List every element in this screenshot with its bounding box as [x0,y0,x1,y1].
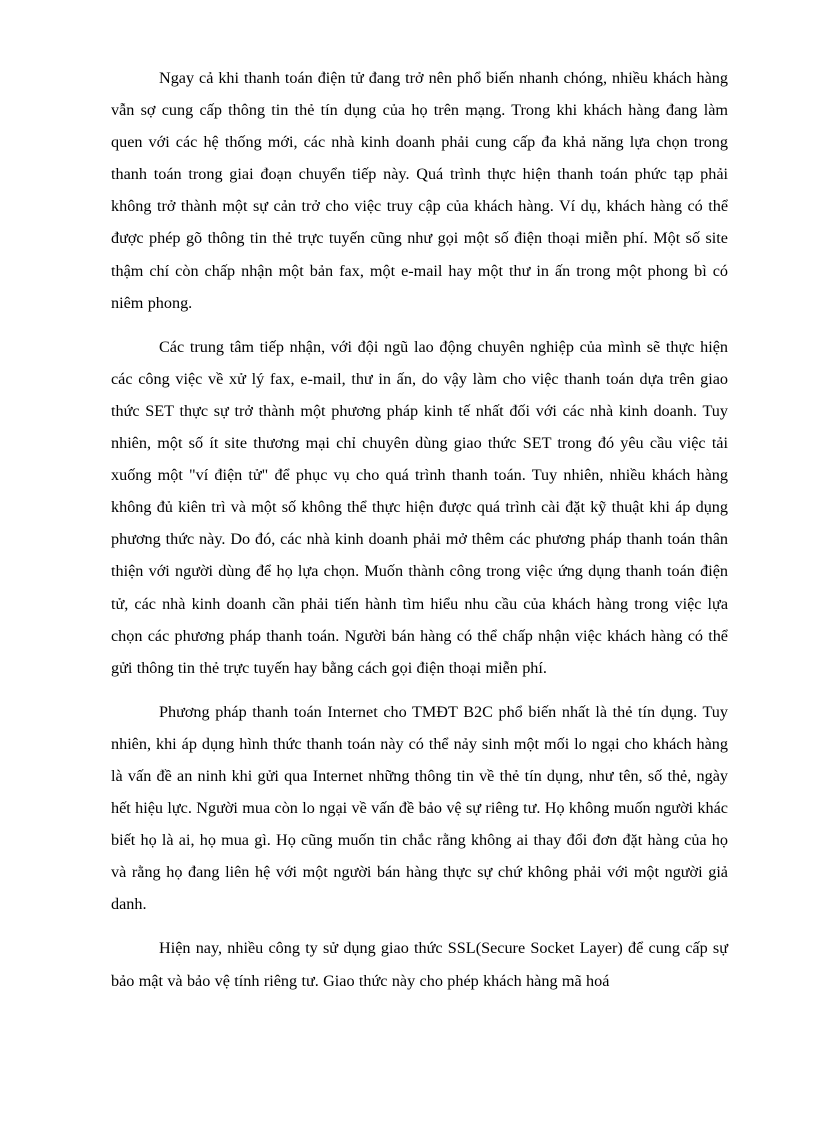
paragraph-set-protocol-processing: Các trung tâm tiếp nhận, với đội ngũ lao động chuyên nghiệp của mình sẽ thực hiện các công việc về xử lý fax, e-mail, thư in ấn, do vậy làm cho việc thanh toán dựa trên giao thức SET thực sự trở thành một phương pháp kinh tế nhất đối với các nhà kinh doanh. Tuy nhiên, một số ít site thương mại chỉ chuyên dùng giao thức SET trong đó yêu cầu việc tải xuống một "ví điện tử" để phục vụ cho quá trình thanh toán. Tuy nhiên, nhiều khách hàng không đủ kiên trì và một số không thể thực hiện được quá trình cài đặt kỹ thuật khi áp dụng phương thức này. Do đó, các nhà kinh doanh phải mở thêm các phương pháp thanh toán thân thiện với người dùng để họ lựa chọn. Muốn thành công trong việc ứng dụng thanh toán điện tử, các nhà kinh doanh cần phải tiến hành tìm hiểu nhu cầu của khách hàng trong việc lựa chọn các phương pháp thanh toán. Người bán hàng có thể chấp nhận việc khách hàng có thể gửi thông tin thẻ trực tuyến hay bằng cách gọi điện thoại miễn phí. [111,337,728,677]
paragraph-credit-card-security: Phương pháp thanh toán Internet cho TMĐT B2C phổ biến nhất là thẻ tín dụng. Tuy nhiên, khi áp dụng hình thức thanh toán này có thể nảy sinh một mối lo ngại cho khách hàng là vấn đề an ninh khi gửi qua Internet những thông tin về thẻ tín dụng, như tên, số thẻ, ngày hết hiệu lực. Người mua còn lo ngại về vấn đề bảo vệ sự riêng tư. Họ không muốn người khác biết họ là ai, họ mua gì. Họ cũng muốn tin chắc rằng không ai thay đổi đơn đặt hàng của họ và rằng họ đang liên hệ với một người bán hàng thực sự chứ không phải với một người giả danh. [111,702,728,914]
paragraph-ssl-protocol: Hiện nay, nhiều công ty sử dụng giao thức SSL(Secure Socket Layer) để cung cấp sự bảo mật và bảo vệ tính riêng tư. Giao thức này cho phép khách hàng mã hoá [111,939,728,990]
document-body [111,62,728,1009]
paragraph-electronic-payment-concerns: Ngay cả khi thanh toán điện tử đang trở nên phổ biến nhanh chóng, nhiều khách hàng vẫn sợ cung cấp thông tin thẻ tín dụng của họ trên mạng. Trong khi khách hàng đang làm quen với các hệ thống mới, các nhà kinh doanh phải cung cấp đa khả năng lựa chọn trong thanh toán trong giai đoạn chuyển tiếp này. Quá trình thực hiện thanh toán phức tạp phải không trở thành một sự cản trở cho việc truy cập của khách hàng. Ví dụ, khách hàng có thể được phép gõ thông tin thẻ trực tuyến cũng như gọi một số điện thoại miễn phí. Một số site thậm chí còn chấp nhận một bản fax, một e-mail hay một thư in ấn trong một phong bì có niêm phong. [111,69,728,312]
